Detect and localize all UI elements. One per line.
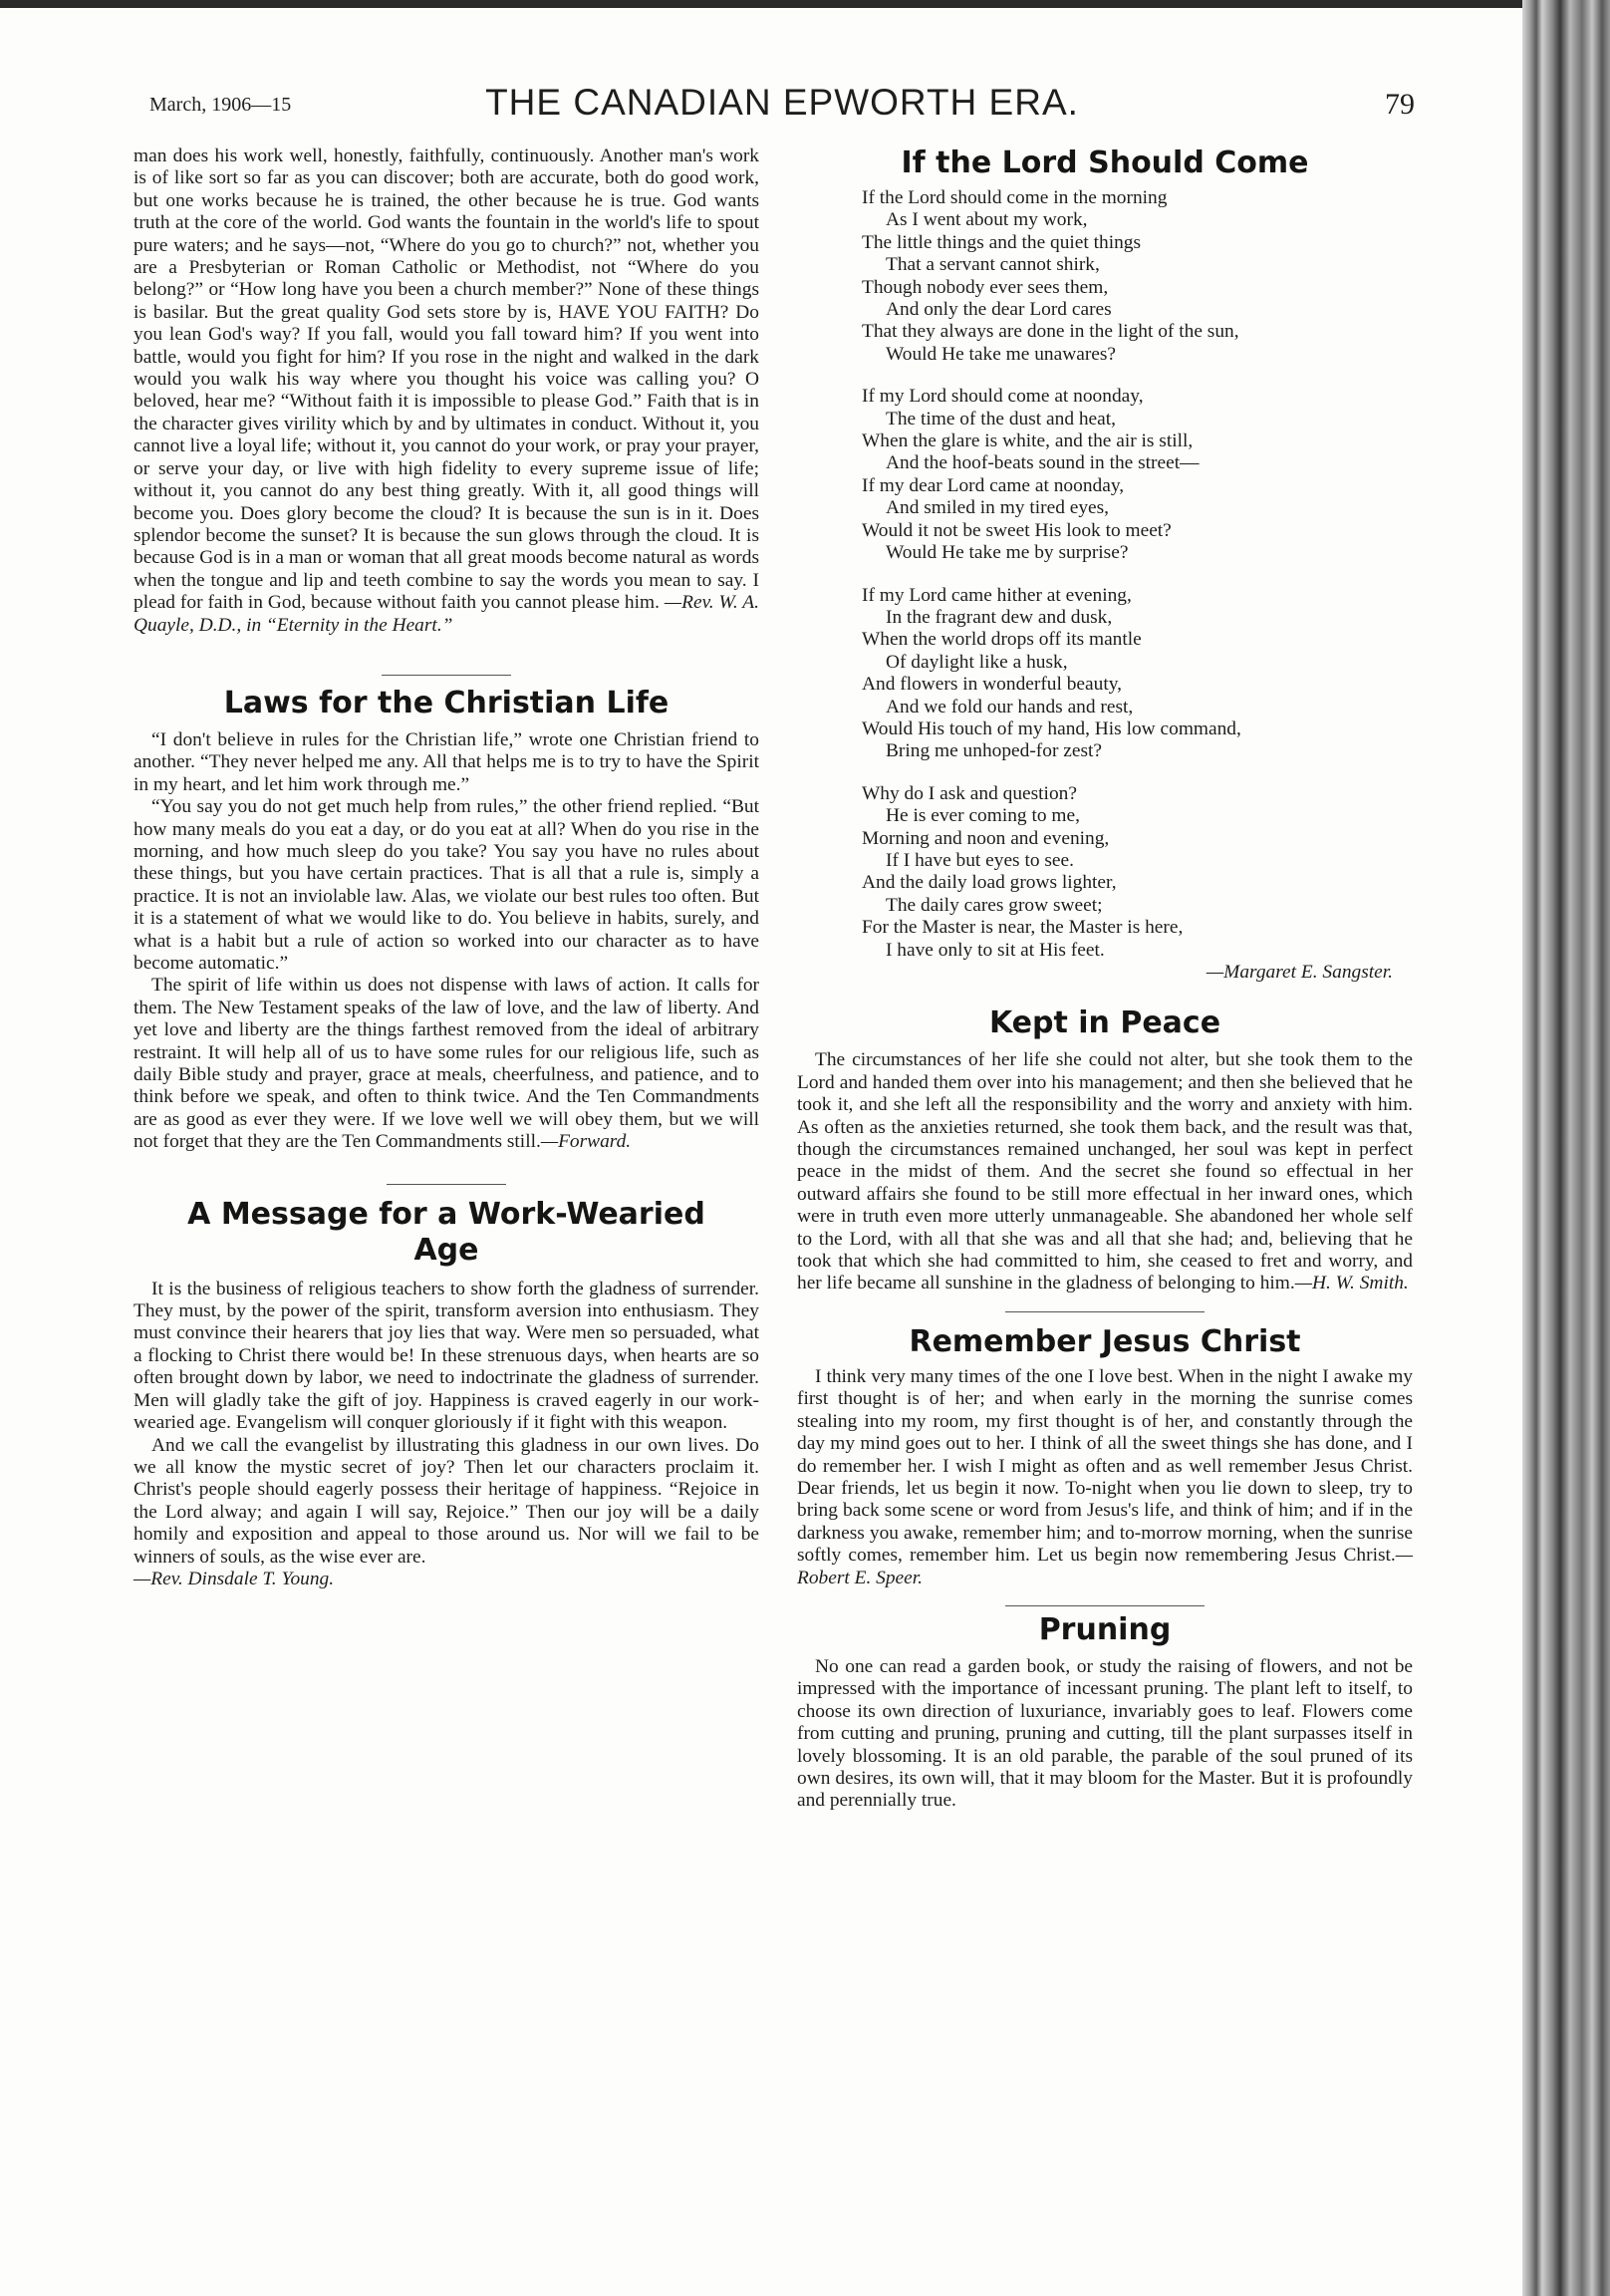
message-paragraph-text: And we call the evangelist by illustrating this gladness in our own lives. Do we all know the mystic secret of joy? Then let our characters proclaim it. Christ's people should eagerly possess their heritage of happiness. “Rejoice in the Lord alway; and again I will say, Rejoice.” Then our joy will be a daily homily and exposition and appeal to those around us. Nor will we fail to be winners of souls, as the wise ever are.: [134, 1434, 759, 1568]
poem-line: The time of the dust and heat,: [886, 408, 1117, 430]
poem-line: The daily cares grow sweet;: [886, 894, 1103, 916]
remember-paragraph: [797, 1366, 1413, 1589]
poem-line: And the daily load grows lighter,: [862, 872, 1117, 894]
poem-heading: If the Lord Should Come: [901, 145, 1309, 180]
scan-top-edge: [0, 0, 1522, 8]
book-spine-edge: [1522, 0, 1610, 2296]
remember-heading: Remember Jesus Christ: [909, 1323, 1301, 1359]
peace-heading: Kept in Peace: [988, 1005, 1221, 1041]
poem-stanza: [862, 783, 1413, 962]
pruning-paragraph: No one can read a garden book, or study the raising of flowers, and not be impressed with the importance of incessant pruning. The plant left to itself, to choose its own direction of luxuriance, invariably goes to leaf. Flowers come from cutting and pruning, pruning and cutting, till the plant surpasses itself in lovely blossoming. It is an old parable, the parable of the soul pruned of its own desires, its own will, that it may bloom for the Master. But it is profoundly and perennially true.: [797, 1655, 1413, 1812]
poem-line: That a servant cannot shirk,: [886, 254, 1100, 276]
page-number: 79: [1385, 88, 1415, 121]
message-paragraph: [134, 1435, 759, 1591]
pruning-heading: Pruning: [1038, 1611, 1172, 1647]
poem-line: And flowers in wonderful beauty,: [862, 674, 1122, 696]
poem-line: That they always are done in the light of the sun,: [862, 321, 1239, 343]
laws-paragraph: “I don't believe in rules for the Christian life,” wrote one Christian friend to another. “They never helped me any. All that helps me is to try to have the Spirit in my heart, and let him work through me.”: [134, 728, 759, 795]
laws-paragraph-text: The spirit of life within us does not dispense with laws of action. It calls for them. The New Testament speaks of the law of love, and the law of liberty. And yet love and liberty are the things farthest removed from the ideal of arbitrary restraint. It will help all of us to have some rules for our religious life, such as daily Bible study and prayer, grace at meals, cheerfulness, and patience, and to think before we speak, and often to think twice. And the Ten Commandments are as good as ever they were. If we love well we will obey them, but we will not forget that they are the Ten Commandments still.: [134, 975, 759, 1153]
poem-line: If my Lord came hither at evening,: [862, 584, 1132, 606]
message-signature: —Rev. Dinsdale T. Young.: [134, 1568, 335, 1589]
poem-line: And only the dear Lord cares: [886, 299, 1112, 321]
poem-line: He is ever coming to me,: [886, 805, 1080, 827]
poem-stanza: [862, 187, 1413, 366]
poem-line: Would His touch of my hand, His low command,: [862, 718, 1241, 739]
poem: [797, 187, 1413, 962]
laws-paragraph: [134, 975, 759, 1153]
poem-line: Would it not be sweet His look to meet?: [862, 519, 1172, 541]
poem-line: And we fold our hands and rest,: [886, 696, 1134, 718]
peace-paragraph-text: The circumstances of her life she could not alter, but she took them to the Lord and handed them over into his management; and then she believed that he took it, and she left all the responsibility and the worry and anxiety with him. As often as the anxieties returned, she took them back, and the result was that, though the circumstances remained unchanged, her soul was kept in perfect peace in the midst of them. And the secret she found so effectual in her outward affairs she found to be still more effectual in her inward ones, which were in truth even more utterly unmanageable. She abandoned her whole self to the Lord, with all that she was and all that she had; and, believing that he took that which she had committed to him, she ceased to fret and worry, and her life became all sunshine in the gladness of belonging to him.: [797, 1049, 1413, 1294]
poem-line: Why do I ask and question?: [862, 782, 1077, 804]
peace-paragraph: [797, 1049, 1413, 1294]
message-paragraph: It is the business of religious teachers to show forth the gladness of surrender. They must, by the power of the spirit, transform aversion into enthusiasm. They must convince their hearers that joy lies that way. Were men so persuaded, what a flocking to Christ there would be! In these strenuous days, when hearts are so often brought down by labor, we need to indoctrinate the gladness of surrender. Men will gladly take the gift of joy. Happiness is craved eagerly in our work-wearied age. Evangelism will conquer gloriously if it fight with this weapon.: [134, 1278, 759, 1434]
poem-line: I have only to sit at His feet.: [886, 939, 1105, 961]
left-column: [134, 145, 759, 1590]
faith-article-text: man does his work well, honestly, faithfully, continuously. Another man's work is of like sort so far as you can discover; both are accurate, both do good work, but one works because he is trained, the other because he is true. God wants truth at the core of the world. God wants the fountain in the world's life to spout pure waters; and he says—not, “Where do you go to church?” not, whether you are a Presbyterian or Roman Catholic or Methodist, not “Where do you belong?” or “How long have you been a church member?” None of these things is basilar. But the great quality God sets store by is, HAVE YOU FAITH? Do you lean God's way? If you fall, would you fall toward him? If you went into battle, would you fight for him? If you rose in the night and walked in the dark would you walk his way where you thought his voice was calling you? O beloved, hear me? “Without faith it is impossible to please God.” Faith that is in the character gives virility which by and by ultimates in conduct. Without it, you cannot live a loyal life; without it, you cannot do your work, or pray your prayer, or serve your day, or live with high fidelity to every supreme issue of life; without it, you cannot do any best thing greatly. With it, all good things will become you. Does glory become the cloud? It is because the sun is in it. Does splendor become the sunset? It is because the sun glows through the cloud. It is because God is in a man or woman that all great moods become natural as words when the tongue and lip and teeth combine to say the words you mean to say. I plead for faith in God, because without faith you cannot please him.: [134, 145, 759, 614]
faith-article: [134, 145, 759, 637]
faith-article-signature: —Rev. W. A. Quayle, D.D., in “Eternity in the Heart.”: [134, 592, 759, 636]
message-heading-line1: A Message for a Work-Wearied: [187, 1196, 705, 1232]
publication-title: THE CANADIAN EPWORTH ERA.: [485, 82, 1079, 123]
poem-line: Though nobody ever sees them,: [862, 276, 1109, 298]
poem-line: Morning and noon and evening,: [862, 827, 1110, 849]
poem-line: If my dear Lord came at noonday,: [862, 474, 1125, 496]
remember-signature: —Robert E. Speer.: [797, 1545, 1413, 1588]
poem-line: And the hoof-beats sound in the street—: [886, 452, 1200, 474]
poem-line: If the Lord should come in the morning: [862, 187, 1168, 208]
poem-line: For the Master is near, the Master is here,: [862, 917, 1184, 939]
laws-heading: Laws for the Christian Life: [223, 685, 670, 720]
poem-line: In the fragrant dew and dusk,: [886, 606, 1113, 628]
message-heading: [134, 1197, 759, 1269]
laws-paragraph: “You say you do not get much help from rules,” the other friend replied. “But how many meals do you eat a day, or do you eat at all? When do you rise in the morning, and how much sleep do you take? You say you have no rules about these things, but you have certain practices. That is all that a rule is, simply a practice. It is not an inviolable law. Alas, we violate our best rules too often. But it is a statement of what we would like to do. You believe in habits, surely, and what is a habit but a rule of action so worked into our character as to have become automatic.”: [134, 796, 759, 974]
poem-line: The little things and the quiet things: [862, 231, 1142, 253]
poem-line: When the world drops off its mantle: [862, 629, 1142, 651]
poem-line: If my Lord should come at noonday,: [862, 386, 1144, 408]
poem-line: Of daylight like a husk,: [886, 651, 1068, 673]
poem-stanza: [862, 585, 1413, 763]
poem-line: Would He take me unawares?: [886, 343, 1117, 365]
poem-line: When the glare is white, and the air is still,: [862, 430, 1194, 452]
poem-line: As I went about my work,: [886, 209, 1088, 231]
poem-line: If I have but eyes to see.: [886, 849, 1074, 871]
poem-signature: —Margaret E. Sangster.: [1206, 962, 1393, 983]
poem-stanza: [862, 386, 1413, 564]
right-column: [797, 145, 1413, 1813]
remember-paragraph-text: I think very many times of the one I love best. When in the night I awake my first thought is of her; and when early in the morning the sunrise comes stealing into my room, my first thought is of her, and constantly through the day my mind goes out to her. I think of all the sweet things she has done, and I do remember her. I wish I might as often and as well remember Jesus Christ. Dear friends, let us begin it now. To-night when you lie down to sleep, try to bring back some scene or word from Jesus's life, and think of him; and if in the darkness you awake, remember him; and to-morrow morning, when the sunrise softly comes, remember him. Let us begin now remembering Jesus Christ.: [797, 1365, 1413, 1567]
poem-line: And smiled in my tired eyes,: [886, 497, 1110, 519]
poem-line: Bring me unhoped-for zest?: [886, 740, 1102, 762]
poem-line: Would He take me by surprise?: [886, 542, 1129, 564]
issue-date: March, 1906—15: [149, 94, 292, 116]
laws-signature: —Forward.: [540, 1131, 632, 1153]
page-header: [149, 82, 1415, 128]
peace-signature: —H. W. Smith.: [1294, 1273, 1409, 1294]
message-heading-line2: Age: [413, 1232, 479, 1268]
